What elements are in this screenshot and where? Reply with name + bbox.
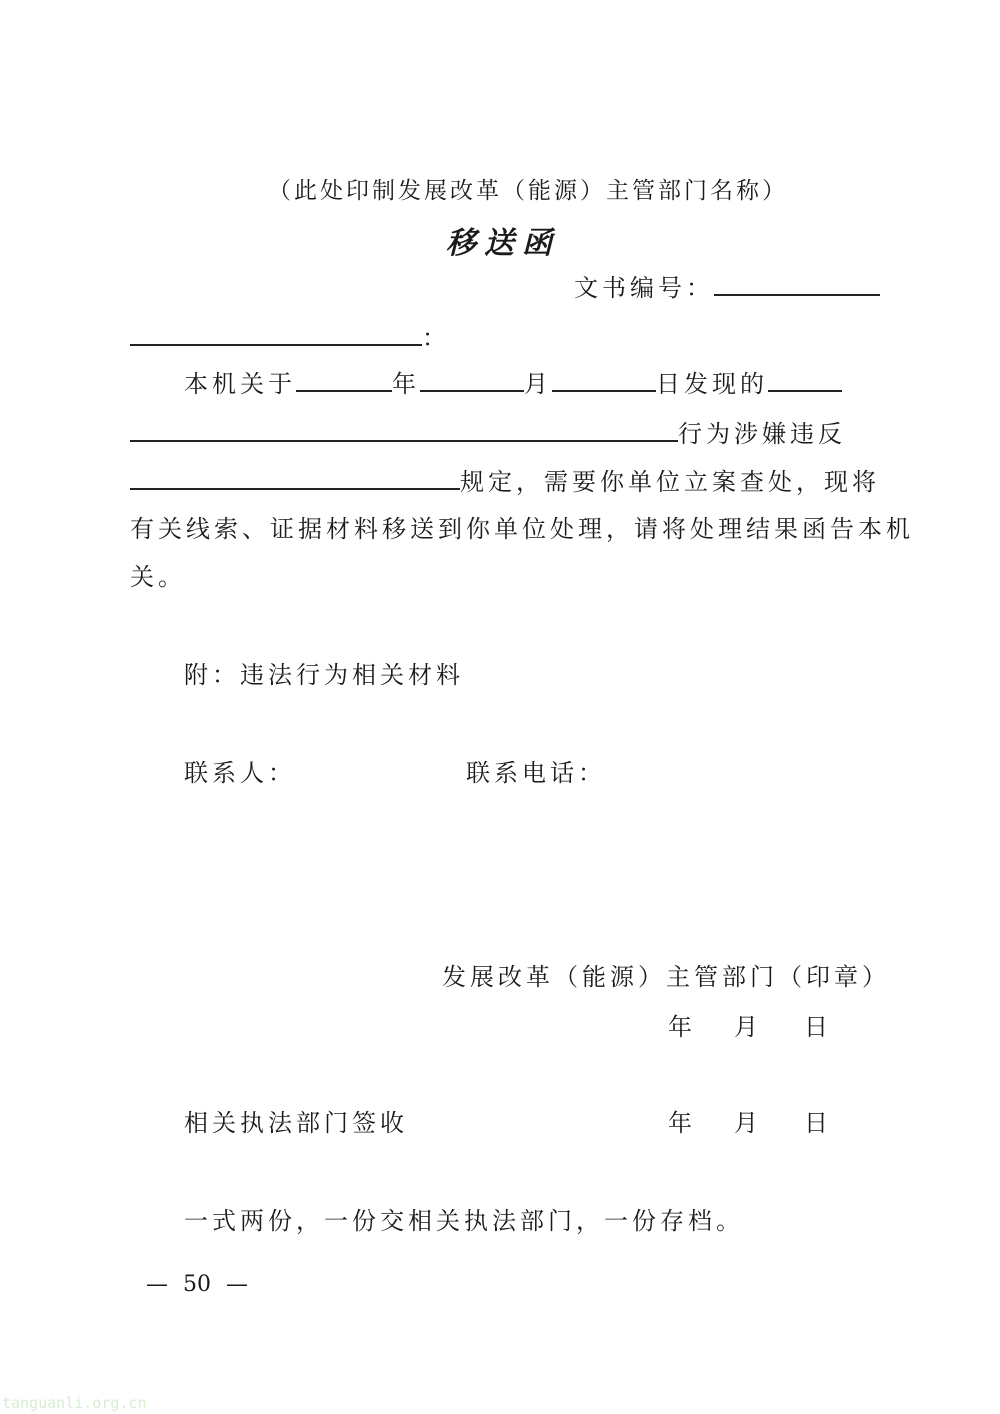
receipt-date-day: 日 [804,1109,832,1137]
watermark: tanguanli.org.cn [2,1394,147,1412]
document-title: 移送函 [446,226,560,261]
body-line-4: 有关线索、证据材料移送到你单位处理，请将处理结果函告本机 [130,515,914,543]
recipient-colon: ： [422,324,450,352]
copies-note: 一式两份，一份交相关执法部门，一份存档。 [184,1207,744,1235]
line1-prefix: 本机关于 [184,370,296,398]
body-line-1 [184,368,842,399]
regulation-field[interactable] [130,466,460,490]
month-label: 月 [524,370,552,398]
recipient-row [130,322,450,353]
org-name-placeholder: （此处印制发展改革（能源）主管部门名称） [268,178,788,204]
contact-person-label: 联系人： [184,759,296,787]
attachment-note: 附：违法行为相关材料 [184,661,464,689]
dept-seal-label: 发展改革（能源）主管部门（印章） [442,963,890,991]
line3-suffix: 规定，需要你单位立案查处，现将 [460,468,880,496]
year-field[interactable] [296,368,392,392]
signature-date-month: 月 [734,1013,762,1041]
recipient-field[interactable] [130,322,422,346]
page-number: — 50 — [146,1272,248,1297]
receipt-label: 相关执法部门签收 [184,1109,408,1137]
month-field[interactable] [420,368,524,392]
violation-field-start[interactable] [768,368,842,392]
contact-phone-label: 联系电话： [466,759,606,787]
day-field[interactable] [552,368,656,392]
body-line-3 [130,466,880,497]
doc-number-field[interactable] [714,272,880,296]
signature-date-day: 日 [804,1013,832,1041]
day-found-label: 日发现的 [656,370,768,398]
body-line-5: 关。 [130,563,186,591]
line2-suffix: 行为涉嫌违反 [678,420,846,448]
doc-number-row [574,272,880,303]
receipt-date-year: 年 [668,1109,696,1137]
year-label: 年 [392,370,420,398]
violation-field[interactable] [130,418,678,442]
signature-date-year: 年 [668,1013,696,1041]
body-line-2 [130,418,846,449]
receipt-date-month: 月 [734,1109,762,1137]
doc-number-label: 文书编号： [574,274,714,302]
